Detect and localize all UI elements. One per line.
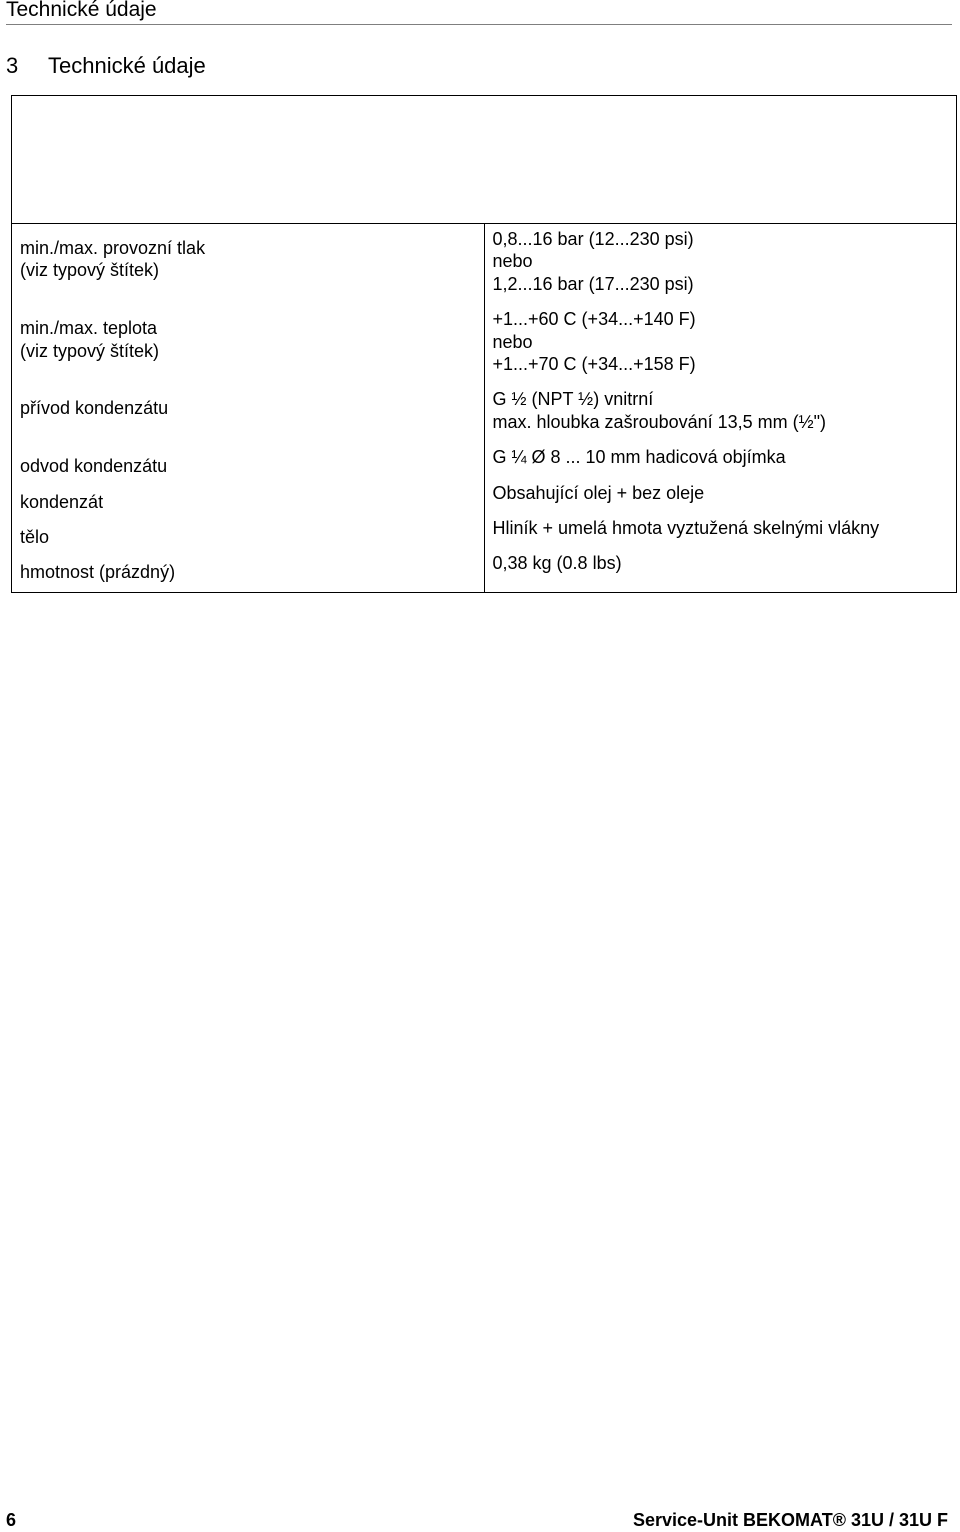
image-placeholder-cell: [12, 96, 957, 224]
spec-label-line: tělo: [20, 526, 50, 547]
spec-value-line: 1,2...16 bar (17...230 psi): [492, 273, 694, 294]
spec-value: [493, 552, 957, 574]
specs-data-row: [12, 224, 957, 593]
spec-value: [493, 388, 957, 433]
spec-label-line: (viz typový štítek): [20, 260, 160, 281]
spec-value-line: nebo: [492, 331, 533, 352]
spec-label-line: přívod kondenzátu: [20, 398, 169, 419]
spec-value-line: +1...+70 C (+34...+158 F): [492, 354, 696, 374]
spec-value-line: G ¼ Ø 8 ... 10 mm hadicová objímka: [492, 447, 786, 468]
spec-value-line: 0,8...16 bar (12...230 psi): [492, 229, 694, 249]
spec-label-line: (viz typový štítek): [20, 340, 160, 361]
section-heading: [6, 52, 206, 80]
spec-value: [493, 446, 957, 468]
spec-label-line: hmotnost (prázdný): [20, 562, 176, 583]
header-rule: [6, 24, 952, 25]
running-header-title: Technické údaje: [6, 0, 157, 21]
labels-container: [12, 237, 484, 592]
spec-value-line: Hliník + umelá hmota vyztužená skelnými vlákny: [492, 517, 880, 538]
section-number: 3: [6, 53, 19, 78]
spec-value: [493, 482, 957, 504]
spec-label-line: kondenzát: [20, 491, 104, 512]
labels-column: [12, 224, 485, 593]
spec-label: [20, 237, 484, 304]
spec-value-line: G ½ (NPT ½) vnitrní: [492, 389, 654, 410]
spec-label: [20, 397, 484, 442]
values-container: [485, 228, 957, 583]
spec-label: [20, 561, 484, 583]
footer-document-title: Service-Unit BEKOMAT® 31U / 31U F: [633, 1510, 948, 1530]
spec-label-line: odvod kondenzátu: [20, 456, 168, 477]
spec-value-line: +1...+60 C (+34...+140 F): [492, 309, 696, 330]
specs-table: [11, 95, 957, 593]
spec-value-line: Obsahující olej + bez oleje: [492, 482, 705, 503]
spec-value-line: max. hloubka zašroubování 13,5 mm (½"): [492, 411, 827, 432]
spec-label: [20, 526, 484, 548]
spec-label: [20, 317, 484, 384]
spec-label-line: min./max. provozní tlak: [20, 238, 206, 258]
image-row: [12, 96, 957, 224]
spec-value-line: 0,38 kg (0.8 lbs): [492, 553, 622, 574]
spec-value: [493, 308, 957, 375]
spec-label: [20, 455, 484, 477]
spec-value: [493, 228, 957, 295]
section-title: Technické údaje: [48, 53, 206, 78]
page-number: 6: [6, 1510, 17, 1530]
spec-value-line: nebo: [492, 251, 533, 272]
spec-label: [20, 491, 484, 513]
values-column: [484, 224, 957, 593]
spec-label-line: min./max. teplota: [20, 318, 158, 339]
spec-value: [493, 517, 957, 539]
